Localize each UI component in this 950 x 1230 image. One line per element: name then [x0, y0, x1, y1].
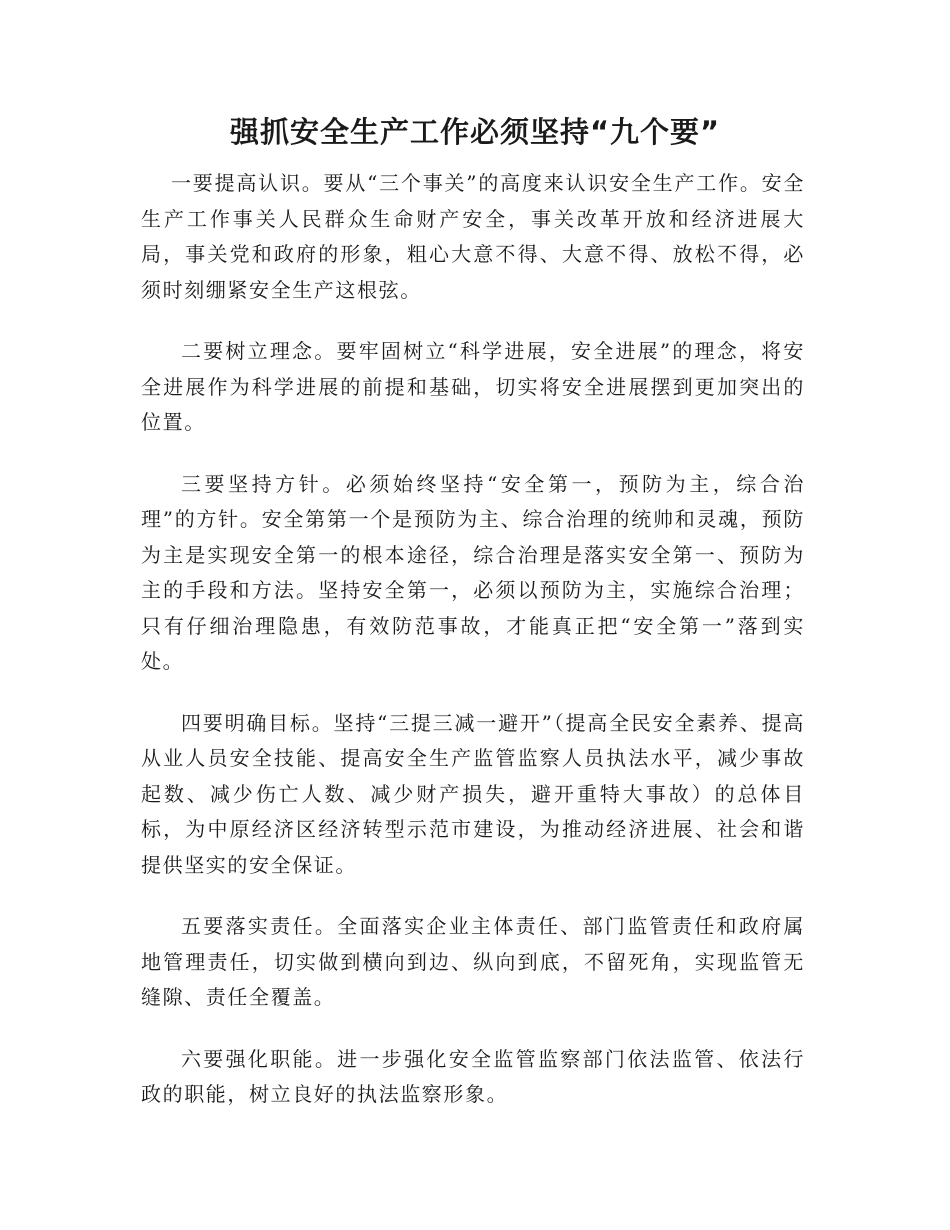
- document-body: [141, 166, 805, 1139]
- paragraph-3: 三要坚持方针。必须始终坚持“安全第一，预防为主，综合治理”的方针。安全第第一个是预防为主、综合治理的统帅和灵魂，预防为主是实现安全第一的根本途径，综合治理是落实安全第一、预防为主的手段和方法。坚持安全第一，必须以预防为主，实施综合治理；只有仔细治理隐患，有效防范事故，才能真正把“安全第一”落到实处。: [141, 471, 805, 673]
- paragraph-5: 五要落实责任。全面落实企业主体责任、部门监管责任和政府属地管理责任，切实做到横向到边、纵向到底，不留死角，实现监管无缝隙、责任全覆盖。: [141, 914, 805, 1009]
- paragraph-6: 六要强化职能。进一步强化安全监管监察部门依法监管、依法行政的职能，树立良好的执法监察形象。: [141, 1046, 805, 1106]
- paragraph-1: 一要提高认识。要从“三个事关”的高度来认识安全生产工作。安全生产工作事关人民群众生命财产安全，事关改革开放和经济进展大局，事关党和政府的形象，粗心大意不得、大意不得、放松不得，必须时刻绷紧安全生产这根弦。: [141, 171, 805, 302]
- document-title: 强抓安全生产工作必须坚持“九个要”: [229, 115, 721, 149]
- paragraph-2: 二要树立理念。要牢固树立“科学进展，安全进展”的理念，将安全进展作为科学进展的前提和基础，切实将安全进展摆到更加突出的位置。: [141, 339, 805, 434]
- paragraph-4: 四要明确目标。坚持“三提三减一避开”（提高全民安全素养、提高从业人员安全技能、提高安全生产监管监察人员执法水平，减少事故起数、减少伤亡人数、减少财产损失，避开重特大事故）的总体目标，为中原经济区经济转型示范市建设，为推动经济进展、社会和谐提供坚实的安全保证。: [141, 710, 805, 877]
